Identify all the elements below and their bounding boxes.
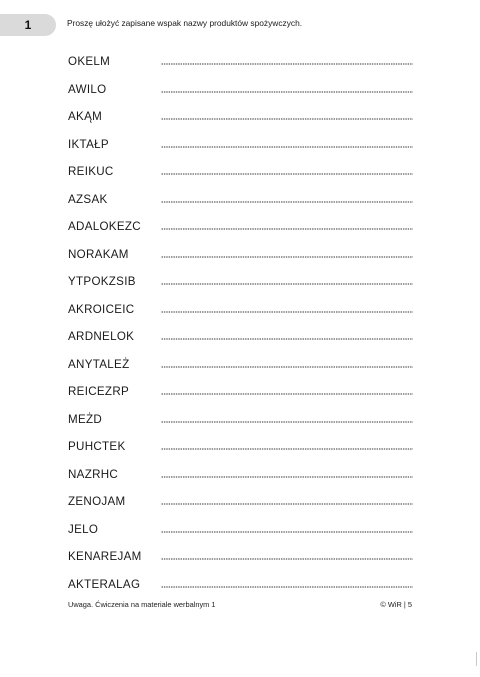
scrambled-word: OKELM — [68, 55, 111, 68]
answer-line[interactable] — [161, 338, 413, 340]
scrambled-word: ANYTALEŻ — [68, 357, 130, 371]
answer-row — [68, 575, 413, 591]
answer-line[interactable] — [161, 366, 413, 368]
answer-row — [68, 382, 413, 398]
scrambled-word: AKĄM — [68, 110, 103, 123]
scrambled-word: ARDNELOK — [68, 330, 135, 343]
scrambled-word: JELO — [68, 522, 99, 536]
answer-row — [68, 520, 413, 536]
answer-row — [68, 355, 413, 371]
scrambled-word: IKTAŁP — [68, 137, 109, 151]
answer-row — [68, 52, 413, 68]
answer-line[interactable] — [161, 228, 413, 230]
answer-row — [68, 245, 413, 261]
answer-row — [68, 135, 413, 151]
answer-row — [68, 162, 413, 178]
answer-line[interactable] — [161, 283, 413, 285]
scrambled-word: AKROICEIC — [68, 302, 135, 316]
scrambled-word: REIKUC — [68, 165, 114, 178]
answer-line[interactable] — [161, 118, 413, 120]
scrambled-word: ZENOJAM — [68, 495, 126, 508]
answer-line[interactable] — [161, 476, 413, 478]
answer-line[interactable] — [161, 393, 413, 395]
answer-row — [68, 107, 413, 123]
scrambled-word: ADALOKEZC — [68, 220, 141, 233]
task-instruction: Proszę ułożyć zapisane wspak nazwy produktów spożywczych. — [67, 18, 303, 28]
answer-line[interactable] — [161, 91, 413, 93]
answer-line[interactable] — [161, 421, 413, 423]
scrambled-word: YTPOKZSIB — [68, 275, 136, 288]
scrambled-word: AWILO — [68, 82, 107, 96]
answer-line[interactable] — [161, 503, 413, 505]
scrambled-word: KENAREJAM — [68, 550, 142, 563]
answer-line[interactable] — [161, 311, 413, 313]
answer-line[interactable] — [161, 146, 413, 148]
scrambled-word: REICEZRP — [68, 385, 130, 398]
answer-row — [68, 547, 413, 563]
answer-line[interactable] — [161, 256, 413, 258]
answer-row — [68, 327, 413, 343]
answer-row — [68, 300, 413, 316]
scrambled-word: AKTERALAG — [68, 577, 141, 591]
footer-book-title: Uwaga. Ćwiczenia na materiale werbalnym 1 — [68, 600, 216, 609]
scrambled-word: NORAKAM — [68, 247, 129, 261]
answer-line[interactable] — [161, 173, 413, 175]
footer-page-number: © WiR | 5 — [380, 600, 412, 609]
page-edge-divider — [476, 652, 477, 666]
answer-row — [68, 465, 413, 481]
answer-row — [68, 492, 413, 508]
answer-row — [68, 80, 413, 96]
scrambled-word: MEŻD — [68, 412, 103, 426]
answer-row — [68, 217, 413, 233]
answer-row — [68, 437, 413, 453]
answer-row — [68, 410, 413, 426]
task-number-badge: 1 — [0, 14, 56, 36]
answer-line[interactable] — [161, 448, 413, 450]
answer-row — [68, 190, 413, 206]
scrambled-word: NAZRHC — [68, 467, 119, 481]
answer-line[interactable] — [161, 201, 413, 203]
answer-line[interactable] — [161, 586, 413, 588]
scrambled-word: PUHCTEK — [68, 440, 126, 453]
answer-line[interactable] — [161, 63, 413, 65]
answer-row — [68, 272, 413, 288]
scrambled-word: AZSAK — [68, 192, 108, 206]
answer-line[interactable] — [161, 531, 413, 533]
answer-line[interactable] — [161, 558, 413, 560]
